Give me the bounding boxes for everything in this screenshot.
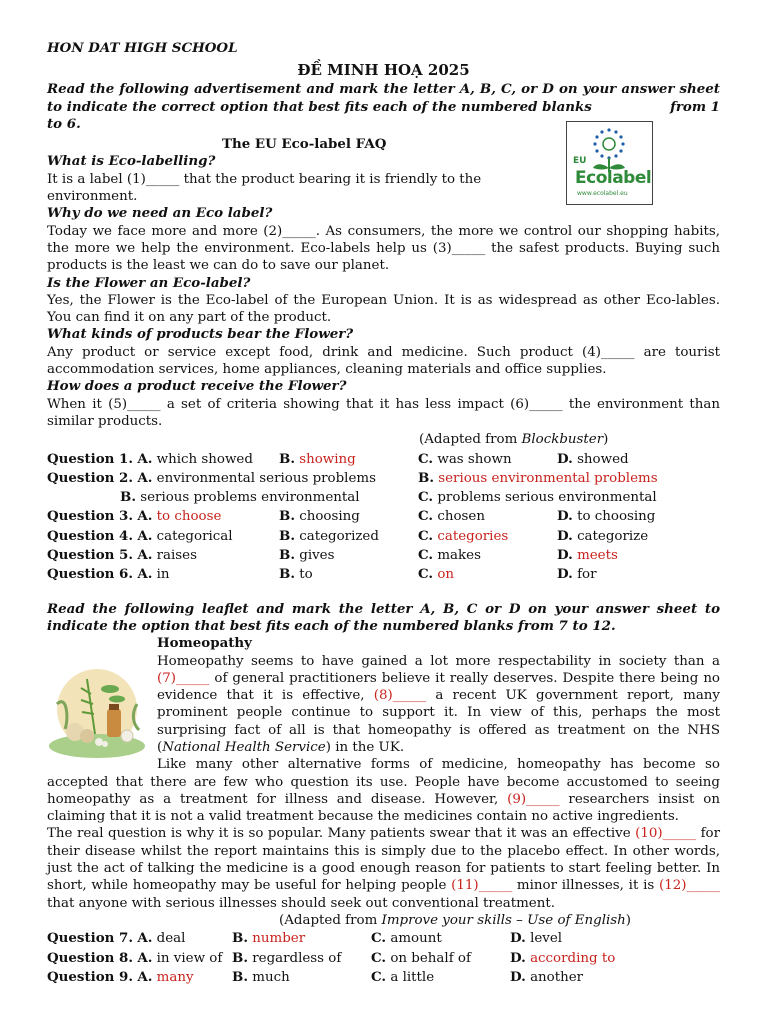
faq-question-1: What is Eco-labelling? [47, 153, 216, 170]
question-row: Question 3. A. to choose B. choosing C. chosen D. to choosing [47, 508, 656, 525]
faq-answer-2: Today we face more and more (2)_____. As consumers, the more we control our shopping habits, the more we help the environment. Eco-labels help us (3)_____ the safest products. Buying such products is the least we can do to save our planet. [47, 223, 720, 274]
section1-heading: The EU Eco-label FAQ [222, 136, 387, 153]
faq-answer-5: When it (5)_____ a set of criteria showing that it has less impact (6)_____ the environment than similar products. [47, 396, 720, 429]
homeopathy-paragraph-3: The real question is why it is so popular. Many patients swear that it was an effective (10)_____ for their disease whilst the report maintains this is simply due to the placebo effect. In other words, just the act of talking the medicine is a good enough reason for patients to start feeling better. In short, while homeopathy may be useful for helping people (11)_____ minor illnesses, it is (12)_____ that anyone with serious illnesses should seek out conventional treatment. [47, 826, 720, 911]
faq-answer-1: It is a label (1)_____ that the product bearing it is friendly to the environment. [47, 171, 482, 205]
logo-brand-text: Ecolabel [575, 168, 652, 188]
homeopathy-paragraph-2: Like many other alternative forms of medicine, homeopathy has become so accepted that there are few who question its use. People have become accustomed to seeing homeopathy as a treatment for illness and disease. However, (9)_____ researchers insist on claiming that it is not a valid treatment because the medicines contain no active ingredients. [47, 757, 720, 825]
eu-ecolabel-logo [566, 121, 653, 205]
herbal-remedies-icon [47, 664, 147, 764]
faq-question-4: What kinds of products bear the Flower? [47, 326, 354, 343]
homeopathy-illustration [47, 664, 147, 764]
faq-answer-3: Yes, the Flower is the Eco-label of the European Union. It is as widespread as other Eco-lables. You can find it on any part of the product. [47, 292, 720, 326]
question-row: B. serious problems environmental C. problems serious environmental [120, 489, 657, 506]
homeopathy-paragraph-1: Homeopathy seems to have gained a lot more respectability in society than a (7)_____ of general practitioners believe it really deserves. Despite there being no evidence that it is effective, (8)_____ a recent UK government report, many prominent people continue to support it. In view of this, perhaps the most surprising fact of all is that homeopathy is offered as treatment on the NHS (National Health Service) in the UK. [157, 653, 720, 755]
school-name: HON DAT HIGH SCHOOL [47, 40, 238, 56]
faq-answer-4: Any product or service except food, drink and medicine. Such product (4)_____ are tourist accommodation services, home appliances, cleaning materials and office supplies. [47, 344, 720, 378]
question-row: Question 9. A. many B. much C. a little D. another [47, 968, 584, 985]
questions-1-6 [47, 450, 720, 585]
section1-instruction: Read the following advertisement and mark the letter A, B, C, or D on your answer sheet to indicate the correct option that best fits each of the numbered blanks from 1 to 6. [47, 81, 720, 132]
faq-question-3: Is the Flower an Eco-label? [47, 274, 251, 291]
section2-source: (Adapted from Improve your skills – Use of English) [279, 912, 632, 928]
question-row: Question 8. A. in view of B. regardless of C. on behalf of D. according to [47, 949, 616, 966]
exam-title: ĐỀ MINH HOẠ 2025 [297, 61, 470, 80]
question-row: Question 5. A. raises B. gives C. makes D. meets [47, 547, 618, 564]
question-row: Question 7. A. deal B. number C. amount D. level [47, 930, 563, 947]
logo-url-text: www.ecolabel.eu [577, 190, 628, 197]
question-row: Question 2. A. environmental serious problems B. serious environmental problems [47, 469, 658, 486]
question-row: Question 1. A. which showed B. showing C. was shown D. showed [47, 450, 629, 467]
question-row: Question 6. A. in B. to C. on D. for [47, 566, 597, 583]
logo-eu-text: EU [573, 156, 587, 166]
section2-heading: Homeopathy [157, 635, 252, 652]
faq-question-2: Why do we need an Eco label? [47, 205, 273, 222]
question-row: Question 4. A. categorical B. categorized C. categories D. categorize [47, 527, 649, 544]
section2-instruction: Read the following leaflet and mark the letter A, B, C or D on your answer sheet to indicate the option that best fits each of the numbered blanks from 7 to 12. [47, 600, 720, 634]
faq-question-5: How does a product receive the Flower? [47, 378, 347, 395]
section1-source: (Adapted from Blockbuster) [419, 432, 609, 448]
questions-7-9 [47, 929, 720, 987]
document-page [47, 40, 720, 987]
